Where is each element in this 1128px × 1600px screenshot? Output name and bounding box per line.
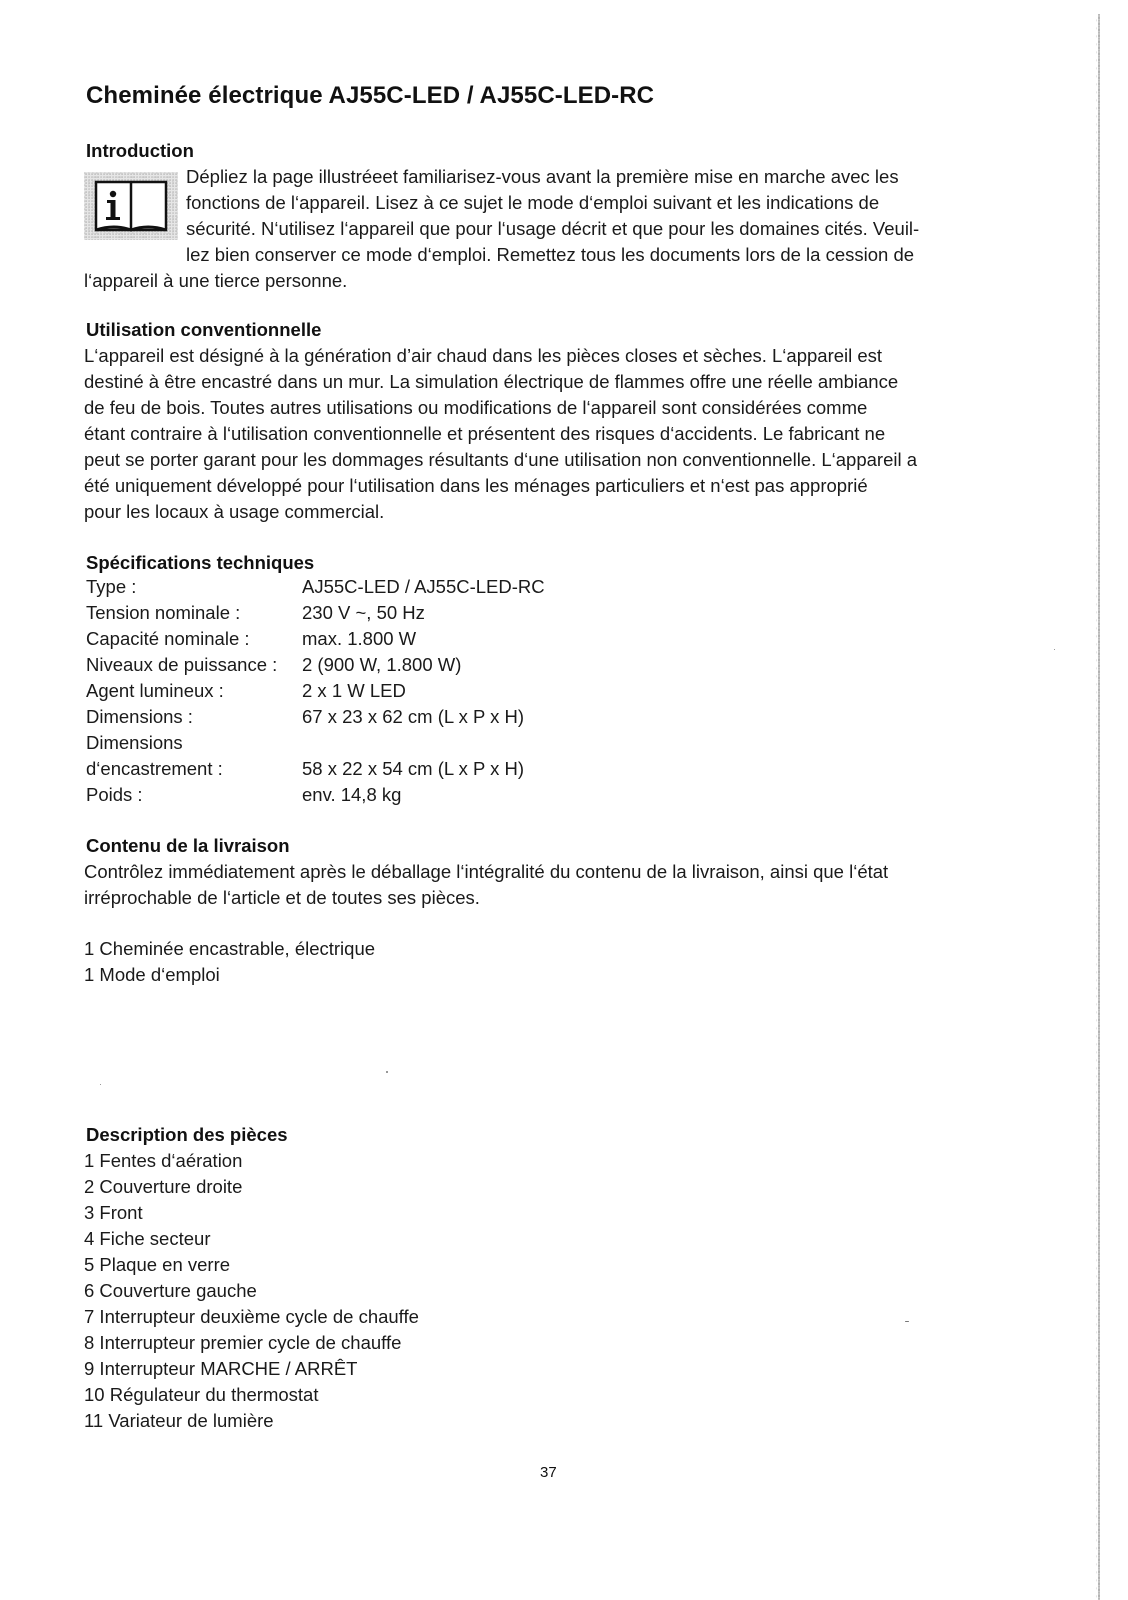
spec-label: Agent lumineux : [86, 680, 224, 701]
spec-label: Poids : [86, 784, 143, 805]
introduction-line: sécurité. N‘utilisez l‘appareil que pour l‘usage décrit et que pour les domaines cités. Veuil- [186, 218, 920, 239]
intended-use-line: destiné à être encastré dans un mur. La simulation électrique de flammes offre une réelle ambiance [84, 371, 899, 392]
intended-use-line: pour les locaux à usage commercial. [84, 501, 385, 522]
spec-value: 67 x 23 x 62 cm (L x P x H) [302, 706, 525, 727]
introduction-heading: Introduction [86, 140, 194, 161]
part-item: 1 Fentes d‘aération [84, 1150, 243, 1171]
spec-value: 230 V ~, 50 Hz [302, 602, 425, 623]
part-item: 7 Interrupteur deuxième cycle de chauffe [84, 1306, 419, 1327]
delivery-item: 1 Cheminée encastrable, électrique [84, 938, 376, 959]
intended-use-line: étant contraire à l‘utilisation conventionnelle et présentent des risques d‘accidents. Le fabricant ne [84, 423, 886, 444]
introduction-line: l‘appareil à une tierce personne. [84, 270, 348, 291]
specifications-heading: Spécifications techniques [86, 552, 315, 573]
spec-value: 2 x 1 W LED [302, 680, 406, 701]
scan-speck [100, 1084, 101, 1085]
part-item: 9 Interrupteur MARCHE / ARRÊT [84, 1358, 358, 1379]
spec-label: Dimensions : [86, 706, 193, 727]
delivery-item: 1 Mode d‘emploi [84, 964, 220, 985]
spec-value: max. 1.800 W [302, 628, 417, 649]
scan-speck [386, 1071, 388, 1073]
part-item: 6 Couverture gauche [84, 1280, 257, 1301]
spec-label: Niveaux de puissance : [86, 654, 278, 675]
spec-value: env. 14,8 kg [302, 784, 402, 805]
scan-speck [905, 1321, 909, 1322]
intended-use-line: peut se porter garant pour les dommages résultants d‘une utilisation non conventionnelle. L‘appareil a [84, 449, 918, 470]
part-item: 3 Front [84, 1202, 143, 1223]
parts-heading: Description des pièces [86, 1124, 288, 1145]
delivery-heading: Contenu de la livraison [86, 835, 290, 856]
spec-label: Type : [86, 576, 137, 597]
spec-value: 2 (900 W, 1.800 W) [302, 654, 462, 675]
part-item: 8 Interrupteur premier cycle de chauffe [84, 1332, 402, 1353]
spec-label: Capacité nominale : [86, 628, 250, 649]
intended-use-line: été uniquement développé pour l‘utilisation dans les ménages particuliers et n‘est pas approprié [84, 475, 868, 496]
introduction-line: fonctions de l‘appareil. Lisez à ce sujet le mode d‘emploi suivant et les indications de [186, 192, 880, 213]
intended-use-heading: Utilisation conventionnelle [86, 319, 322, 340]
part-item: 5 Plaque en verre [84, 1254, 231, 1275]
part-item: 10 Régulateur du thermostat [84, 1384, 319, 1405]
scan-page-edge [1098, 14, 1100, 1600]
info-book-icon [84, 172, 178, 240]
introduction-line: Dépliez la page illustréeet familiarisez-vous avant la première mise en marche avec les [186, 166, 899, 187]
page-number: 37 [540, 1464, 557, 1481]
spec-label: Dimensions [86, 732, 183, 753]
scan-speck [1054, 649, 1055, 650]
delivery-line: irréprochable de l‘article et de toutes ses pièces. [84, 887, 480, 908]
introduction-line: lez bien conserver ce mode d‘emploi. Remettez tous les documents lors de la cession de [186, 244, 915, 265]
part-item: 2 Couverture droite [84, 1176, 243, 1197]
spec-value: 58 x 22 x 54 cm (L x P x H) [302, 758, 525, 779]
part-item: 11 Variateur de lumière [84, 1410, 274, 1431]
delivery-line: Contrôlez immédiatement après le déballage l‘intégralité du contenu de la livraison, ainsi que l‘état [84, 861, 889, 882]
spec-label: Tension nominale : [86, 602, 241, 623]
intended-use-line: de feu de bois. Toutes autres utilisations ou modifications de l‘appareil sont considérées comme [84, 397, 868, 418]
page-title: Cheminée électrique AJ55C-LED / AJ55C-LED-RC [86, 82, 655, 109]
spec-value: AJ55C-LED / AJ55C-LED-RC [302, 576, 545, 597]
intended-use-line: L‘appareil est désigné à la génération d’air chaud dans les pièces closes et sèches. L‘appareil est [84, 345, 883, 366]
spec-label: d‘encastrement : [86, 758, 223, 779]
part-item: 4 Fiche secteur [84, 1228, 211, 1249]
